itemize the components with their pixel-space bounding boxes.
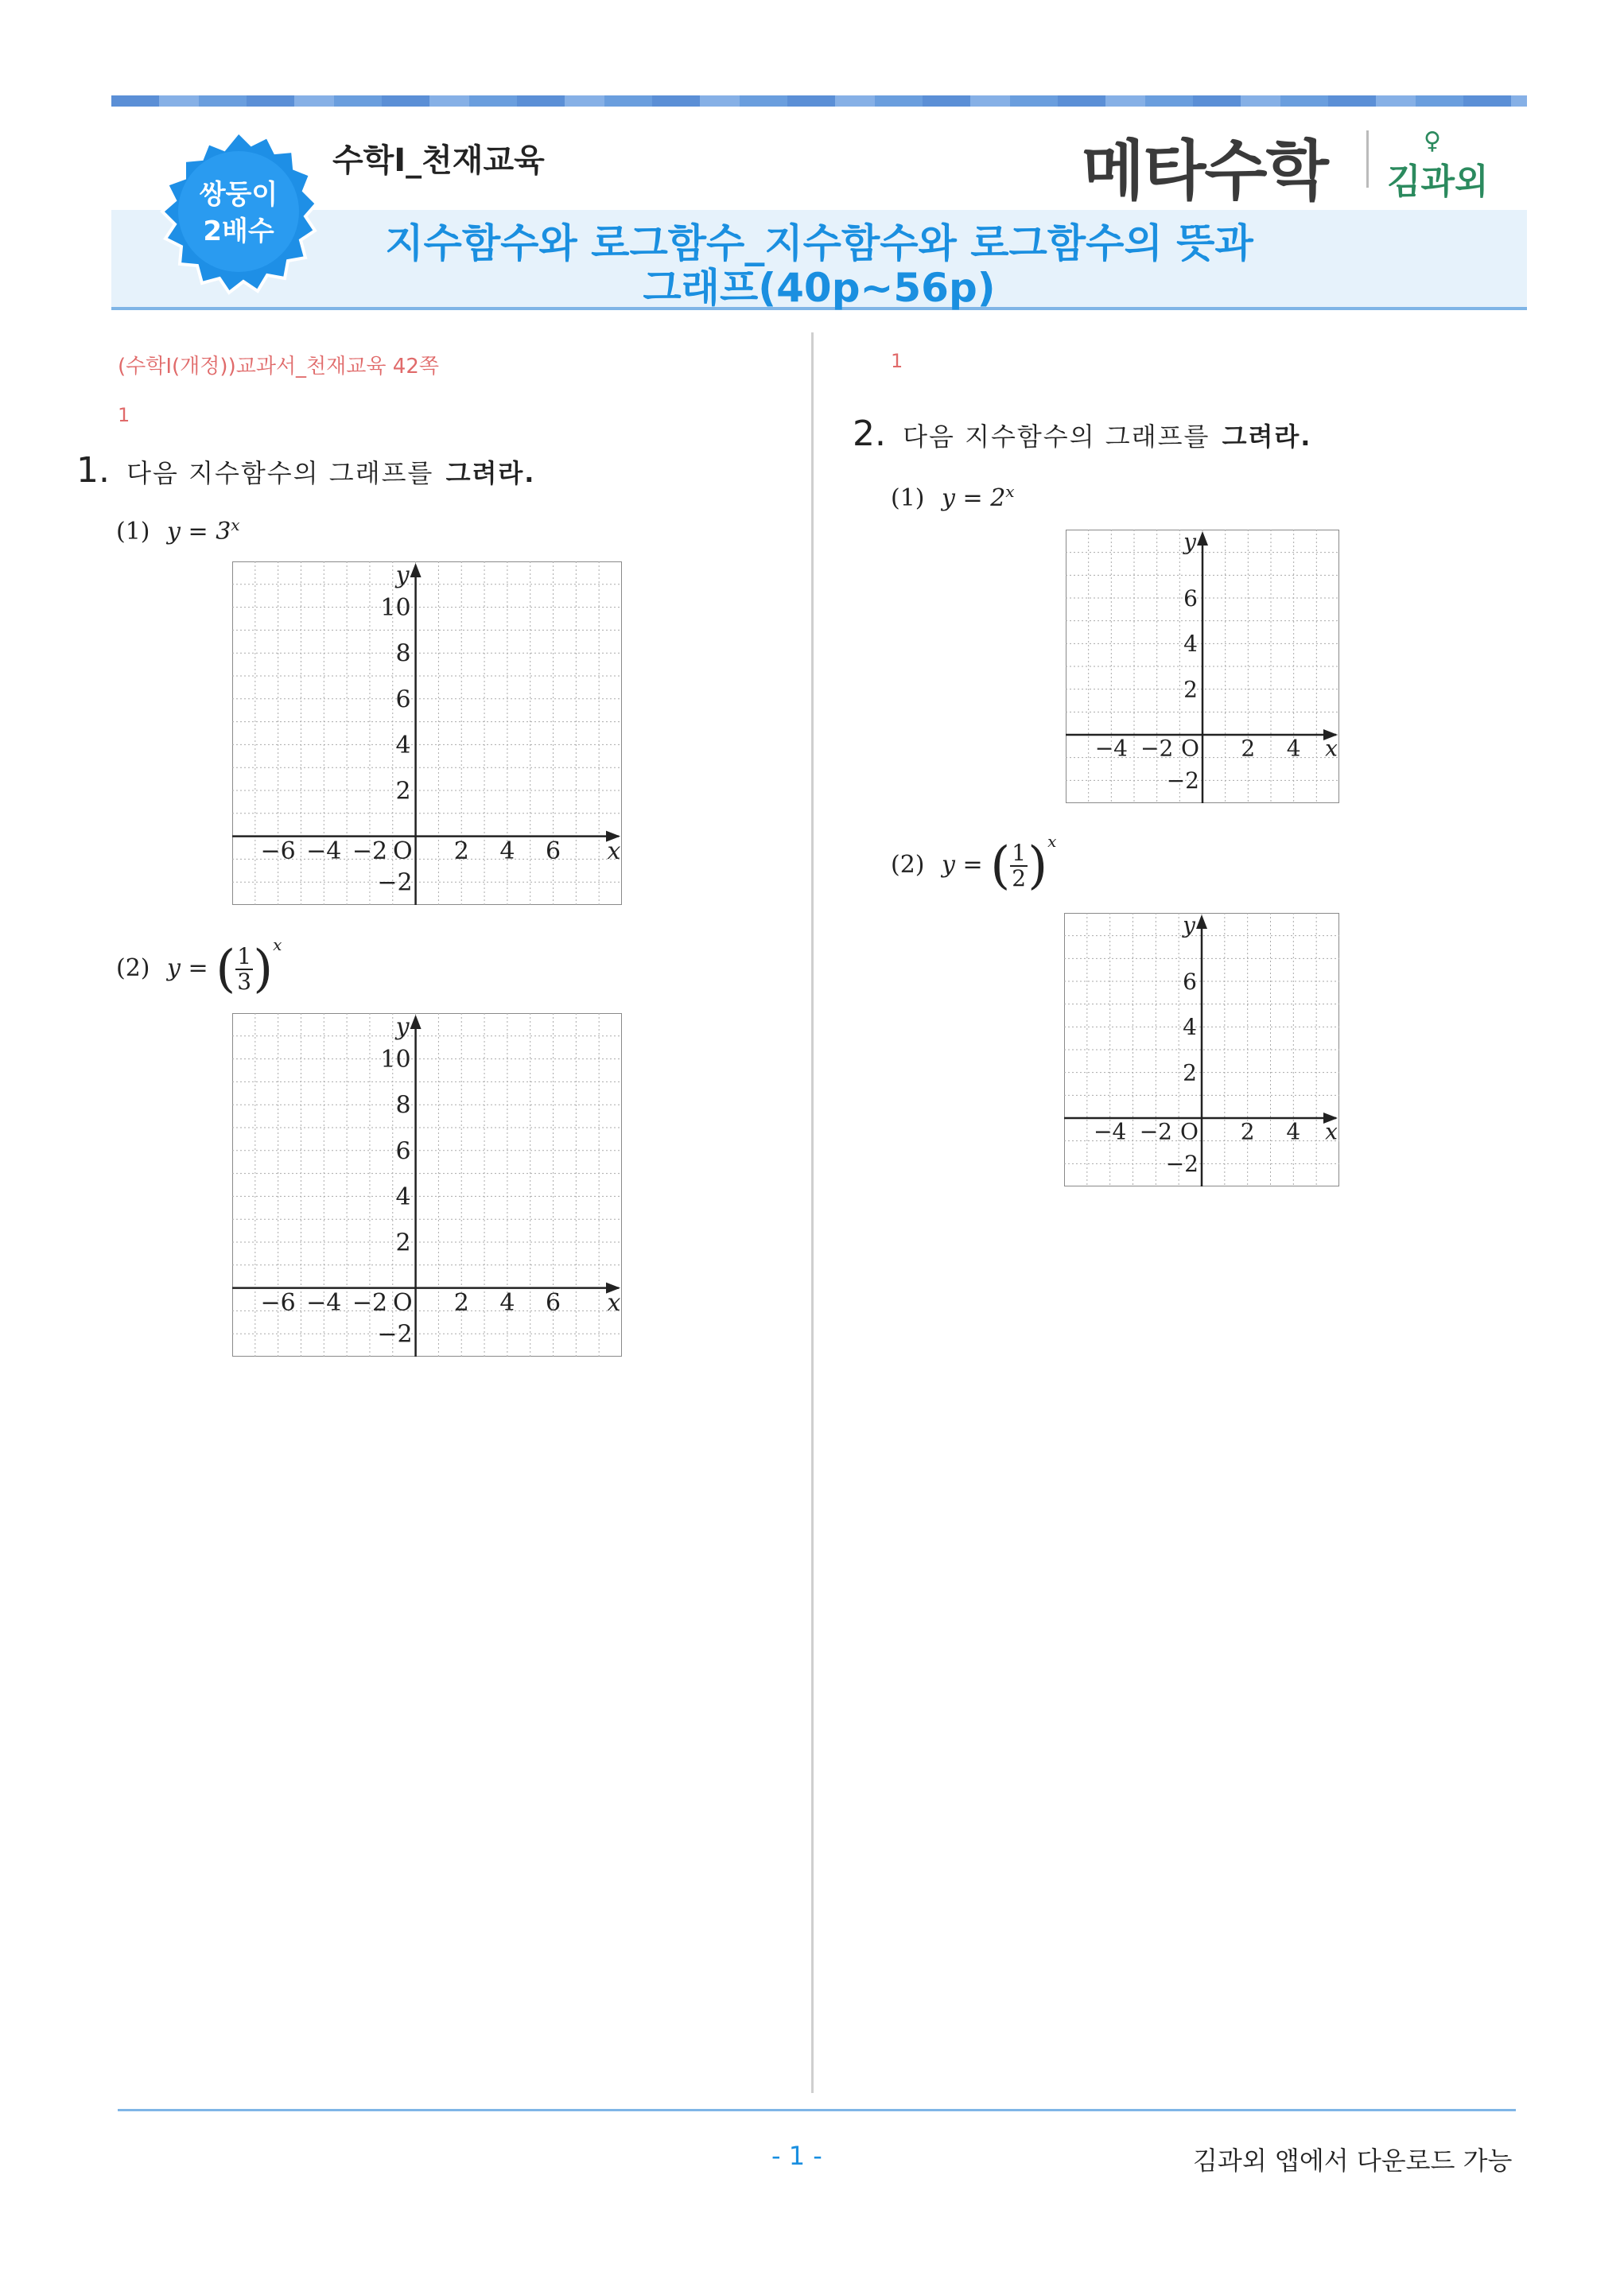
- y-tick-label: 4: [1183, 631, 1198, 658]
- question-number: 1.: [76, 450, 110, 491]
- logo-sub-text: 김과외: [1387, 161, 1489, 202]
- y-tick-label: 8: [395, 639, 411, 668]
- y-tick-label: 2: [1183, 1059, 1197, 1086]
- y-tick-label: 6: [1183, 968, 1197, 995]
- logo-text: 메타수학: [1082, 134, 1327, 209]
- x-tick-label: 4: [499, 1289, 515, 1318]
- y-tick-label: 6: [395, 685, 411, 714]
- page-title-line-2: 그래프(40p~56p): [643, 265, 996, 311]
- part-expression: y =: [942, 851, 983, 879]
- origin-label: O: [1181, 735, 1199, 762]
- x-axis-label: x: [607, 1289, 621, 1318]
- fraction-denominator: 3: [237, 969, 252, 995]
- y-tick-label: 8: [395, 1091, 411, 1120]
- origin-label: O: [1180, 1118, 1199, 1145]
- subject-label: 수학Ⅰ_천재교육: [332, 142, 545, 179]
- q1-part-1: [116, 515, 240, 546]
- q2-grid-1: [1066, 530, 1339, 803]
- column-divider: [811, 332, 814, 2093]
- part-exponent: x: [1047, 832, 1057, 851]
- q1-grid-1: [232, 561, 622, 905]
- fraction-denominator: 2: [1012, 865, 1027, 891]
- q2-grid-2: [1064, 913, 1339, 1186]
- x-axis-label: x: [1325, 1118, 1338, 1145]
- question-text: 다음 지수함수의 그래프를: [126, 458, 434, 488]
- x-tick-label: 2: [1241, 735, 1256, 762]
- x-tick-label: 2: [453, 837, 469, 866]
- x-tick-label: −6: [260, 837, 296, 866]
- q2-part-1: [891, 482, 1015, 512]
- part-label: (1): [116, 518, 150, 546]
- question-bold-text: 그려라.: [1222, 421, 1312, 452]
- coordinate-grid: [1064, 913, 1339, 1186]
- fraction-numerator: 1: [1012, 840, 1027, 866]
- person-icon: ♀: [1424, 127, 1441, 155]
- origin-label: O: [392, 1289, 413, 1318]
- y-tick-label: 6: [1183, 584, 1198, 612]
- page-title-line-1: 지수함수와 로그함수_지수함수와 로그함수의 뜻과: [385, 220, 1253, 266]
- coordinate-grid: [232, 1013, 622, 1357]
- x-tick-label: 6: [545, 1289, 561, 1318]
- part-expression: y =: [167, 954, 208, 982]
- x-axis-label: x: [1325, 735, 1338, 762]
- part-label: (2): [891, 851, 925, 879]
- q1-grid-2: [232, 1013, 622, 1357]
- y-tick-label: 6: [395, 1137, 411, 1166]
- question-number: 2.: [853, 414, 886, 454]
- fraction: [235, 945, 253, 994]
- small-number: 1: [118, 404, 130, 426]
- y-axis-label: y: [395, 1013, 410, 1041]
- coordinate-grid: [232, 561, 622, 905]
- x-tick-label: −2: [352, 837, 388, 866]
- y-tick-label: −2: [377, 868, 413, 897]
- part-exponent: x: [231, 515, 240, 534]
- question-1: [76, 450, 535, 491]
- x-tick-label: −4: [1094, 1118, 1127, 1145]
- x-tick-label: 6: [545, 837, 561, 866]
- x-tick-label: −4: [306, 1289, 342, 1318]
- origin-label: O: [392, 837, 413, 866]
- y-tick-label: 2: [1183, 676, 1198, 703]
- y-tick-label: 10: [380, 1046, 411, 1074]
- footer-download-note: 김과외 앱에서 다운로드 가능: [1193, 2145, 1513, 2176]
- q2-part-2: (2) y = ( $\frac{1}{2}$ )$^x$: [891, 832, 1057, 895]
- footer-rule: [118, 2109, 1516, 2111]
- x-tick-label: −4: [306, 837, 342, 866]
- y-tick-label: 4: [395, 1182, 411, 1211]
- x-tick-label: 4: [1286, 1118, 1301, 1145]
- x-tick-label: −2: [352, 1289, 388, 1318]
- y-axis-label: y: [1183, 530, 1196, 556]
- question-2: [853, 414, 1311, 454]
- coordinate-grid: [1066, 530, 1339, 803]
- question-bold-text: 그려라.: [445, 458, 536, 488]
- x-tick-label: −2: [1139, 1118, 1172, 1145]
- y-tick-label: −2: [1166, 767, 1199, 794]
- badge-line-1: 쌍둥이: [199, 179, 278, 211]
- y-tick-label: 2: [395, 1229, 411, 1257]
- header-top-bar: [111, 95, 1527, 107]
- fraction: [1010, 841, 1028, 891]
- part-label: (1): [891, 484, 925, 512]
- y-tick-label: 10: [380, 594, 411, 623]
- x-tick-label: 4: [499, 837, 515, 866]
- part-expression: y = 2: [942, 484, 1006, 512]
- x-tick-label: −2: [1140, 735, 1174, 762]
- q1-part-2: (2) y = ( $\frac{1}{3}$ )$^x$: [116, 935, 282, 999]
- badge-line-2: 2배수: [203, 216, 274, 247]
- question-text: 다음 지수함수의 그래프를: [903, 421, 1210, 452]
- fraction-numerator: 1: [237, 943, 252, 969]
- logo-separator: [1366, 130, 1369, 188]
- small-number: 1: [891, 350, 903, 372]
- y-tick-label: −2: [377, 1320, 413, 1349]
- source-reference: (수학Ⅰ(개정))교과서_천재교육 42쪽: [118, 355, 439, 379]
- part-exponent: x: [273, 935, 282, 954]
- y-axis-label: y: [395, 561, 410, 589]
- x-tick-label: −6: [260, 1289, 296, 1318]
- x-tick-label: 4: [1286, 735, 1301, 762]
- part-expression: y = 3: [167, 518, 231, 546]
- y-tick-label: 4: [395, 731, 411, 759]
- x-axis-label: x: [607, 837, 621, 866]
- y-tick-label: −2: [1165, 1151, 1199, 1178]
- x-tick-label: −4: [1094, 735, 1128, 762]
- part-exponent: x: [1005, 482, 1015, 501]
- x-tick-label: 2: [453, 1289, 469, 1318]
- y-axis-label: y: [1183, 913, 1195, 939]
- x-tick-label: 2: [1240, 1118, 1255, 1145]
- y-tick-label: 4: [1183, 1014, 1197, 1041]
- part-label: (2): [116, 954, 150, 982]
- page-number: - 1 -: [771, 2141, 822, 2171]
- y-tick-label: 2: [395, 777, 411, 806]
